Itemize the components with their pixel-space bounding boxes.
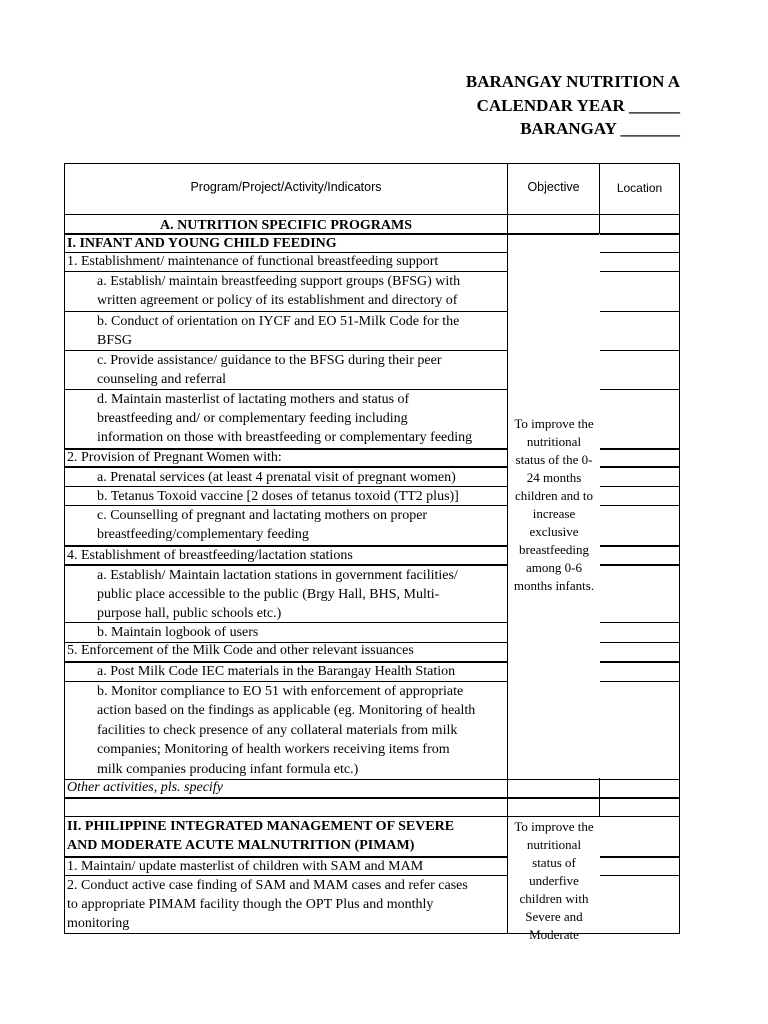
objective-line: nutritional [526,434,582,449]
activity-label: 2. Provision of Pregnant Women with: [67,450,282,465]
objective-line: among 0-6 [526,560,582,575]
objective-row-line [508,797,599,799]
table-row [65,214,679,233]
location-cell[interactable] [600,875,679,933]
activity-label: a. Prenatal services (at least 4 prenatal visit of pregnant women) [97,470,456,485]
activity-label: 2. Conduct active case finding of SAM and MAM cases and refer cases [67,878,468,893]
location-cell[interactable] [600,466,679,486]
location-cell[interactable] [600,271,679,311]
activity-label: companies; Monitoring of health workers receiving items from [97,742,450,758]
column-header-objective: Objective [527,180,580,194]
location-cell[interactable] [600,448,679,466]
objective-cell-iycf [508,234,600,778]
objective-line: nutritional [526,837,582,852]
location-cell[interactable] [600,816,679,856]
objective-line: months infants. [513,578,595,593]
section-heading: A. NUTRITION SPECIFIC PROGRAMS [159,218,413,233]
activity-label: counseling and referral [97,372,227,387]
objective-row-line [508,779,599,780]
objective-row-line [508,816,599,817]
location-cell[interactable] [600,486,679,505]
objective-cell-pimam [508,817,600,942]
activity-label: a. Establish/ maintain breastfeeding support groups (BFSG) with [97,274,461,289]
subsection-heading: AND MODERATE ACUTE MALNUTRITION (PIMAM) [67,838,415,853]
activity-label: c. Provide assistance/ guidance to the BFSG during their peer [97,353,442,368]
objective-line: increase [532,506,576,521]
barangay-line: BARANGAY _______ [520,119,680,138]
objective-line: To improve the [514,416,594,431]
location-cell[interactable] [600,661,679,681]
activity-label: a. Establish/ Maintain lactation stations in government facilities/ [97,568,458,583]
activity-label: breastfeeding/complementary feeding [97,527,309,542]
objective-row-line [508,233,599,235]
activity-label: c. Counselling of pregnant and lactating mothers on proper [97,508,428,523]
objective-line: status of the 0- [515,452,593,467]
activity-label: 1. Maintain/ update masterlist of children with SAM and MAM [67,859,424,874]
objective-line: Severe and [525,909,583,924]
activity-label: b. Conduct of orientation on IYCF and EO 51-Milk Code for the [97,314,460,329]
objective-line: children with [519,891,589,906]
location-cell[interactable] [600,642,679,661]
activity-label: facilities to check presence of any collateral materials from milk [97,722,458,738]
location-cell[interactable] [600,856,679,875]
objective-line: status of [532,855,576,870]
activity-label: BFSG [97,333,133,348]
subsection-heading: II. PHILIPPINE INTEGRATED MANAGEMENT OF SEVERE [67,819,455,834]
objective-line: To improve the [514,819,594,834]
activity-label: 1. Establishment/ maintenance of functional breastfeeding support [67,254,439,269]
location-cell[interactable] [600,252,679,271]
activity-label: 5. Enforcement of the Milk Code and other relevant issuances [67,643,414,658]
location-cell[interactable] [600,389,679,448]
subsection-heading: I. INFANT AND YOUNG CHILD FEEDING [67,236,337,251]
location-cell[interactable] [600,797,679,816]
activity-label: milk companies producing infant formula etc.) [97,761,359,777]
objective-line: 24 months [526,470,582,485]
table-row [65,797,679,816]
objective-line: Moderate [529,927,579,942]
activity-label: monitoring [67,916,130,931]
location-cell[interactable] [600,311,679,350]
column-header-program: Program/Project/Activity/Indicators [190,180,382,194]
activity-label: a. Post Milk Code IEC materials in the Barangay Health Station [97,664,456,679]
activity-label: public place accessible to the public (Brgy Hall, BHS, Multi- [97,587,440,602]
activity-label: written agreement or policy of its establishment and directory of [97,293,458,308]
objective-line: exclusive [529,524,579,539]
location-cell[interactable] [600,622,679,642]
activity-label: information on those with breastfeeding or complementary feeding [97,430,473,445]
activity-label: b. Maintain logbook of users [97,625,259,640]
activity-label: 4. Establishment of breastfeeding/lactation stations [67,548,353,563]
objective-line: breastfeeding [518,542,590,557]
location-cell[interactable] [600,564,679,622]
location-cell[interactable] [600,681,679,779]
location-cell[interactable] [600,233,679,252]
document-title: BARANGAY NUTRITION A [465,72,680,91]
location-cell[interactable] [600,545,679,564]
activity-label: to appropriate PIMAM facility though the OPT Plus and monthly [67,897,434,912]
table-row [65,779,679,797]
activity-label: breastfeeding and/ or complementary feeding including [97,411,408,426]
column-header-location: Location [616,181,663,195]
action-plan-table [64,163,680,942]
location-cell[interactable] [600,350,679,389]
calendar-year-line: CALENDAR YEAR ______ [476,96,680,115]
activity-label: d. Maintain masterlist of lactating mothers and status of [97,392,410,407]
activity-label: purpose hall, public schools etc.) [97,606,282,621]
location-cell[interactable] [600,505,679,545]
objective-line: underfive [529,873,579,888]
activity-label: b. Tetanus Toxoid vaccine [2 doses of tetanus toxoid (TT2 plus)] [97,489,459,504]
activity-label: b. Monitor compliance to EO 51 with enforcement of appropriate [97,684,464,699]
activity-label: action based on the findings as applicable (eg. Monitoring of health [97,703,476,719]
other-activities-label: Other activities, pls. specify [67,780,223,795]
location-cell[interactable] [600,779,679,797]
objective-line: children and to [515,488,593,503]
